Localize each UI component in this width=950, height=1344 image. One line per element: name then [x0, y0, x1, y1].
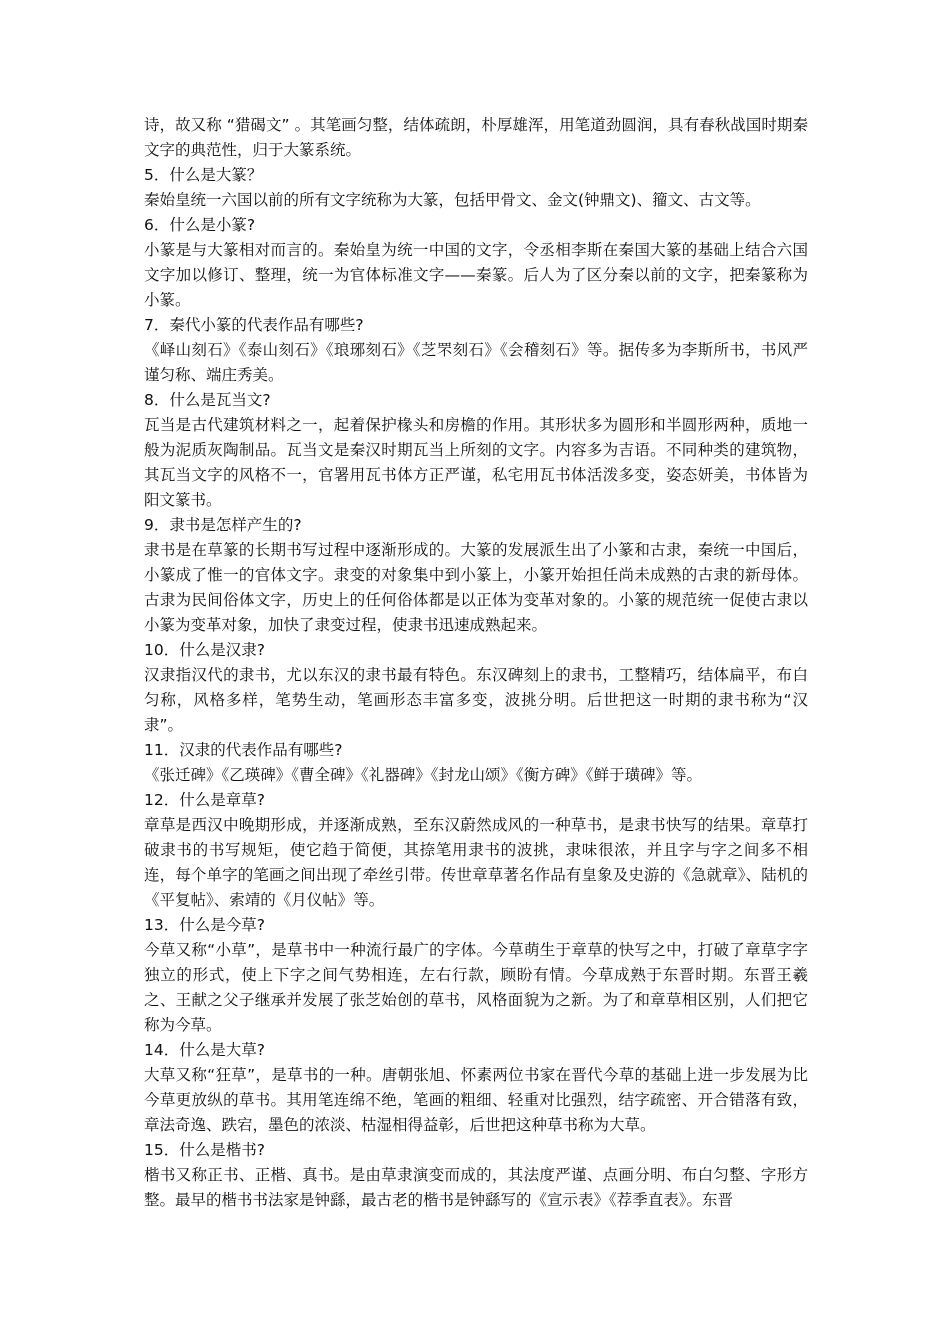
question-11-heading: 11．汉隶的代表作品有哪些? — [144, 741, 343, 759]
question-13-heading: 13．什么是今草? — [144, 916, 265, 934]
question-10-heading: 10．什么是汉隶? — [144, 641, 265, 659]
answer-6-paragraph: 小篆是与大篆相对而言的。秦始皇为统一中国的文字，令丞相李斯在秦国大篆的基础上结合六国文字加以修订、整理，统一为官体标准文字——秦篆。后人为了区分秦以前的文字，把秦篆称为小篆。 — [144, 241, 808, 309]
question-9-heading: 9．隶书是怎样产生的? — [144, 516, 302, 534]
answer-5-paragraph: 秦始皇统一六国以前的所有文字统称为大篆，包括甲骨文、金文(钟鼎文)、籀文、古文等。 — [144, 191, 761, 209]
answer-7-paragraph: 《峄山刻石》《泰山刻石》《琅琊刻石》《芝罘刻石》《会稽刻石》等。据传多为李斯所书，书风严谨匀称、端庄秀美。 — [144, 341, 808, 384]
answer-9-paragraph: 隶书是在草篆的长期书写过程中逐渐形成的。大篆的发展派生出了小篆和古隶，秦统一中国后，小篆成了惟一的官体文字。隶变的对象集中到小篆上，小篆开始担任尚未成熟的古隶的新母体。古隶为民间俗体文字，历史上的任何俗体都是以正体为变革对象的。小篆的规范统一促使古隶以小篆为变革对象，加快了隶变过程，使隶书迅速成熟起来。 — [144, 541, 808, 634]
answer-11-paragraph: 《张迁碑》《乙瑛碑》《曹全碑》《礼器碑》《封龙山颂》《衡方碑》《鲜于璜碑》等。 — [144, 766, 703, 784]
answer-8-paragraph: 瓦当是古代建筑材料之一，起着保护椽头和房檐的作用。其形状多为圆形和半圆形两种，质地一般为泥质灰陶制品。瓦当文是秦汉时期瓦当上所刻的文字。内容多为吉语。不同种类的建筑物，其瓦当文字的风格不一，官署用瓦书体方正严谨，私宅用瓦书体活泼多变，姿态妍美，书体皆为阳文篆书。 — [144, 416, 808, 509]
answer-10-paragraph: 汉隶指汉代的隶书，尤以东汉的隶书最有特色。东汉碑刻上的隶书，工整精巧，结体扁平，布白匀称，风格多样，笔势生动，笔画形态丰富多变，波挑分明。后世把这一时期的隶书称为“汉隶”。 — [144, 666, 808, 734]
question-6-heading: 6．什么是小篆? — [144, 216, 256, 234]
answer-14-paragraph: 大草又称“狂草”，是草书的一种。唐朝张旭、怀素两位书家在晋代今草的基础上进一步发展为比今草更放纵的草书。其用笔连绵不绝，笔画的粗细、轻重对比强烈，结字疏密、开合错落有致，章法奇逸、跌宕，墨色的浓淡、枯湿相得益彰，后世把这种草书称为大草。 — [144, 1066, 808, 1134]
question-5-heading: 5．什么是大篆？ — [144, 166, 263, 184]
question-12-heading: 12．什么是章草? — [144, 791, 265, 809]
question-15-heading: 15．什么是楷书? — [144, 1141, 265, 1159]
question-7-heading: 7．秦代小篆的代表作品有哪些? — [144, 316, 364, 334]
document-body — [144, 113, 808, 1213]
answer-15-paragraph: 楷书又称正书、正楷、真书。是由草隶演变而成的，其法度严谨、点画分明、布白匀整、字形方整。最早的楷书书法家是钟繇，最古老的楷书是钟繇写的《宣示表》《荐季直表》。东晋 — [144, 1166, 808, 1209]
question-8-heading: 8．什么是瓦当文? — [144, 391, 271, 409]
question-14-heading: 14．什么是大草? — [144, 1041, 265, 1059]
paragraph-intro-continued: 诗，故又称 “猎碣文” 。其笔画匀整，结体疏朗，朴厚雄浑，用笔道劲圆润，具有春秋战国时期秦文字的典范性，归于大篆系统。 — [144, 116, 808, 159]
answer-13-paragraph: 今草又称“小草”，是草书中一种流行最广的字体。今草萌生于章草的快写之中，打破了章草字字独立的形式，使上下字之间气势相连，左右行款，顾盼有情。今草成熟于东晋时期。东晋王羲之、王献之父子继承并发展了张芝始创的草书，风格面貌为之新。为了和章草相区别，人们把它称为今草。 — [144, 941, 808, 1034]
answer-12-paragraph: 章草是西汉中晚期形成，并逐渐成熟，至东汉蔚然成风的一种草书，是隶书快写的结果。章草打破隶书的书写规矩，使它趋于简便，其捺笔用隶书的波挑，隶味很浓，并且字与字之间多不相连，每个单字的笔画之间出现了牵丝引带。传世章草著名作品有皇象及史游的《急就章》、陆机的《平复帖》、索靖的《月仪帖》等。 — [144, 816, 808, 909]
